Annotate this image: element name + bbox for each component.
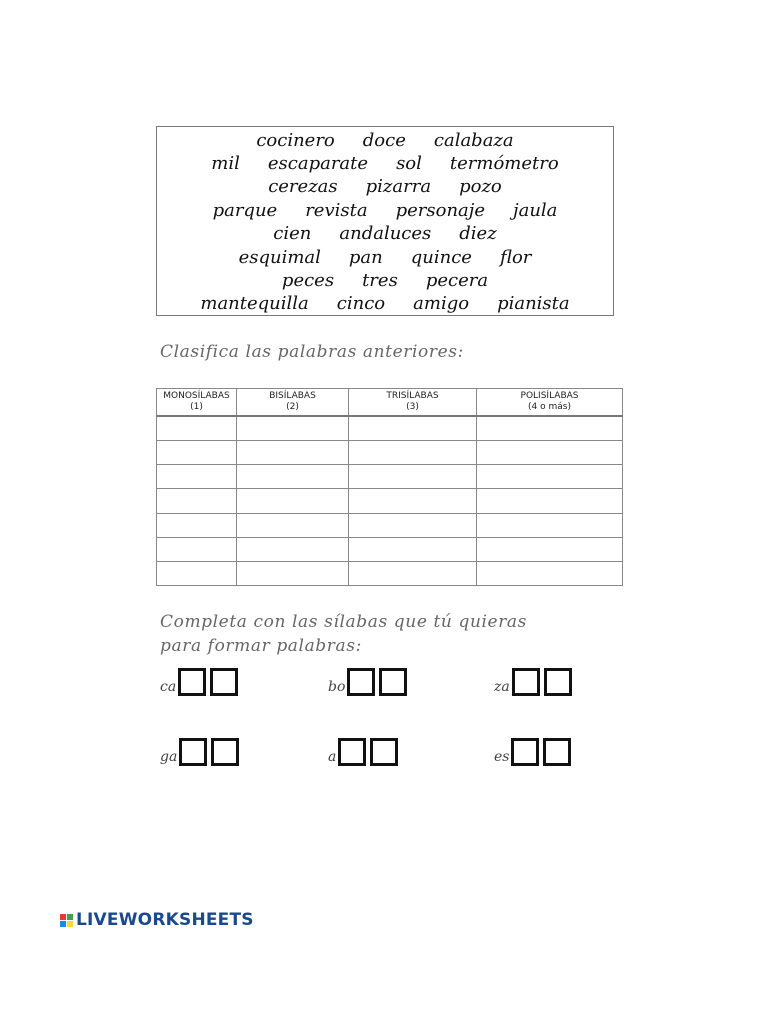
logo-square bbox=[60, 914, 66, 920]
word-bank-line bbox=[157, 247, 613, 269]
syllable-box[interactable] bbox=[512, 668, 540, 696]
word: flor bbox=[499, 247, 532, 268]
word: pecera bbox=[425, 270, 489, 291]
column-label: POLISÍLABAS bbox=[520, 391, 579, 401]
answer-cell[interactable] bbox=[349, 465, 477, 489]
column-header-trisilabas bbox=[349, 389, 477, 417]
column-header-bisilabas bbox=[237, 389, 349, 417]
column-header-monosilabas bbox=[157, 389, 237, 417]
word: pianista bbox=[497, 293, 570, 314]
column-header-polisilabas bbox=[477, 389, 623, 417]
word: amigo bbox=[413, 293, 470, 314]
word: pizarra bbox=[365, 176, 432, 197]
answer-cell[interactable] bbox=[477, 441, 623, 465]
word: sol bbox=[396, 153, 422, 174]
logo-square bbox=[60, 921, 66, 927]
word-bank-box bbox=[156, 126, 614, 316]
word-bank-line bbox=[157, 200, 613, 222]
syllable-item bbox=[494, 738, 575, 766]
syllable-box[interactable] bbox=[178, 668, 206, 696]
table-header-row bbox=[157, 389, 623, 417]
answer-cell[interactable] bbox=[349, 416, 477, 441]
table-row bbox=[157, 561, 623, 585]
answer-cell[interactable] bbox=[157, 416, 237, 441]
word: cocinero bbox=[256, 130, 335, 151]
word: cinco bbox=[336, 293, 386, 314]
logo-squares-icon bbox=[60, 914, 73, 927]
word: escaparate bbox=[267, 153, 369, 174]
syllable-box[interactable] bbox=[379, 668, 407, 696]
table-row bbox=[157, 441, 623, 465]
column-label: MONOSÍLABAS bbox=[163, 391, 230, 401]
word-bank-line bbox=[157, 293, 613, 315]
word: diez bbox=[459, 223, 497, 244]
syllable-box[interactable] bbox=[179, 738, 207, 766]
word-bank-line bbox=[157, 176, 613, 198]
answer-cell[interactable] bbox=[477, 465, 623, 489]
table-row bbox=[157, 416, 623, 441]
answer-cell[interactable] bbox=[349, 561, 477, 585]
logo-text: LIVEWORKSHEETS bbox=[76, 910, 254, 930]
word: pozo bbox=[459, 176, 502, 197]
answer-cell[interactable] bbox=[349, 513, 477, 537]
word-bank-line bbox=[157, 153, 613, 175]
answer-cell[interactable] bbox=[477, 537, 623, 561]
answer-cell[interactable] bbox=[349, 441, 477, 465]
syllable-item bbox=[160, 668, 242, 696]
column-sub: (3) bbox=[406, 402, 419, 412]
syllable-box[interactable] bbox=[210, 668, 238, 696]
logo-square bbox=[67, 921, 73, 927]
syllable-prefix: ga bbox=[160, 749, 178, 765]
word: cerezas bbox=[268, 176, 338, 197]
syllable-item bbox=[160, 738, 243, 766]
syllable-item bbox=[328, 738, 402, 766]
word-bank-line bbox=[157, 130, 613, 152]
table-row bbox=[157, 489, 623, 513]
syllable-prefix: ca bbox=[160, 679, 177, 695]
answer-cell[interactable] bbox=[477, 513, 623, 537]
syllable-box[interactable] bbox=[370, 738, 398, 766]
answer-cell[interactable] bbox=[237, 513, 349, 537]
word: andaluces bbox=[339, 223, 432, 244]
syllable-box[interactable] bbox=[543, 738, 571, 766]
answer-cell[interactable] bbox=[477, 416, 623, 441]
classification-table bbox=[156, 388, 623, 586]
syllable-item bbox=[494, 668, 576, 696]
answer-cell[interactable] bbox=[157, 441, 237, 465]
word-bank-line bbox=[157, 223, 613, 245]
syllable-box[interactable] bbox=[338, 738, 366, 766]
word: calabaza bbox=[433, 130, 514, 151]
syllable-box[interactable] bbox=[347, 668, 375, 696]
column-sub: (4 o más) bbox=[528, 402, 571, 412]
word: doce bbox=[362, 130, 406, 151]
syllable-box[interactable] bbox=[544, 668, 572, 696]
answer-cell[interactable] bbox=[157, 465, 237, 489]
column-sub: (1) bbox=[190, 402, 203, 412]
answer-cell[interactable] bbox=[477, 561, 623, 585]
syllable-prefix: a bbox=[328, 749, 337, 765]
logo-square bbox=[67, 914, 73, 920]
word: pan bbox=[348, 247, 383, 268]
answer-cell[interactable] bbox=[237, 537, 349, 561]
answer-cell[interactable] bbox=[157, 513, 237, 537]
syllable-prefix: bo bbox=[328, 679, 346, 695]
word: revista bbox=[305, 200, 368, 221]
syllable-box[interactable] bbox=[511, 738, 539, 766]
word: parque bbox=[212, 200, 278, 221]
answer-cell[interactable] bbox=[349, 537, 477, 561]
answer-cell[interactable] bbox=[349, 489, 477, 513]
complete-instruction-line2: para formar palabras: bbox=[160, 636, 362, 656]
answer-cell[interactable] bbox=[237, 416, 349, 441]
answer-cell[interactable] bbox=[237, 489, 349, 513]
word: tres bbox=[362, 270, 398, 291]
answer-cell[interactable] bbox=[477, 489, 623, 513]
column-sub: (2) bbox=[286, 402, 299, 412]
answer-cell[interactable] bbox=[157, 537, 237, 561]
word: mil bbox=[211, 153, 240, 174]
table-row bbox=[157, 465, 623, 489]
complete-instruction-line1: Completa con las sílabas que tú quieras bbox=[160, 612, 527, 632]
column-label: BISÍLABAS bbox=[269, 391, 316, 401]
answer-cell[interactable] bbox=[157, 561, 237, 585]
syllable-box[interactable] bbox=[211, 738, 239, 766]
word: personaje bbox=[395, 200, 486, 221]
word: peces bbox=[281, 270, 335, 291]
word: cien bbox=[273, 223, 312, 244]
answer-cell[interactable] bbox=[237, 465, 349, 489]
syllable-item bbox=[328, 668, 411, 696]
syllable-prefix: es bbox=[494, 749, 510, 765]
word: mantequilla bbox=[200, 293, 309, 314]
column-label: TRISÍLABAS bbox=[386, 391, 439, 401]
classify-instruction: Clasifica las palabras anteriores: bbox=[160, 342, 464, 362]
liveworksheets-logo[interactable] bbox=[60, 910, 254, 930]
word: esquimal bbox=[238, 247, 321, 268]
table-row bbox=[157, 537, 623, 561]
syllable-prefix: za bbox=[494, 679, 510, 695]
answer-cell[interactable] bbox=[157, 489, 237, 513]
table-row bbox=[157, 513, 623, 537]
word: quince bbox=[410, 247, 472, 268]
word: jaula bbox=[513, 200, 558, 221]
answer-cell[interactable] bbox=[237, 441, 349, 465]
word: termómetro bbox=[449, 153, 559, 174]
answer-cell[interactable] bbox=[237, 561, 349, 585]
word-bank-line bbox=[157, 270, 613, 292]
